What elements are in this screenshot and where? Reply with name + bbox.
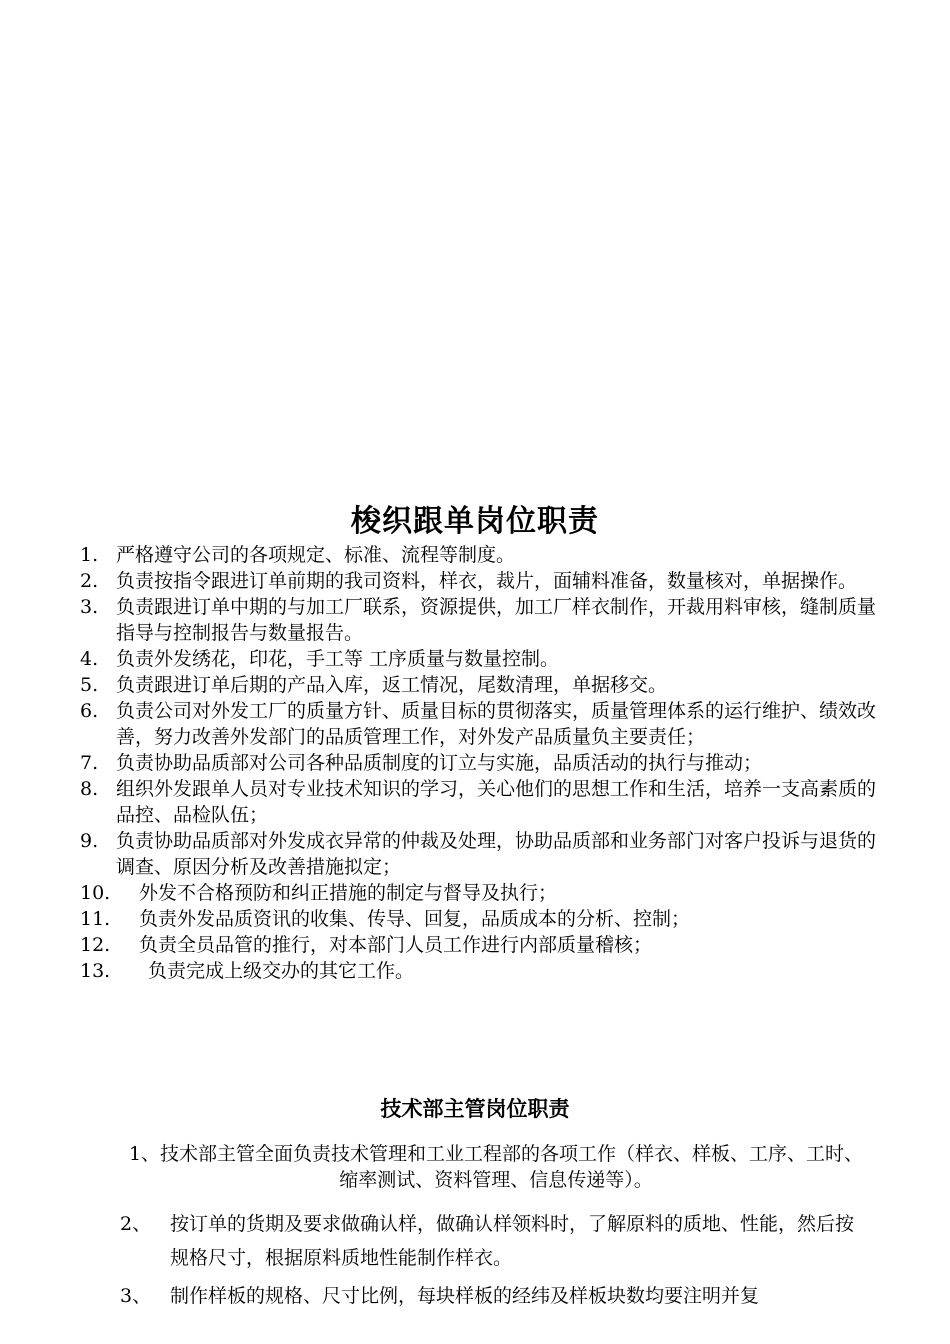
list-item xyxy=(80,594,890,646)
section-title-weaving-merchandiser: 梭织跟单岗位职责 xyxy=(351,504,599,539)
list-item xyxy=(80,568,890,594)
section-title-tech-supervisor: 技术部主管岗位职责 xyxy=(380,1096,570,1121)
item-text: 组织外发跟单人员对专业技术知识的学习，关心他们的思想工作和生活，培养一支高素质的品控、品检队伍； xyxy=(116,778,877,826)
item-text: 负责完成上级交办的其它工作。 xyxy=(148,960,415,982)
item-text: 按订单的货期及要求做确认样，做确认样领料时，了解原料的质地、性能，然后按规格尺寸，根据原料质地性能制作样衣。 xyxy=(170,1213,855,1269)
list-item xyxy=(80,906,890,932)
list-item xyxy=(80,776,890,828)
item-number: 13. xyxy=(80,960,111,982)
list-item xyxy=(120,1207,872,1275)
list-item xyxy=(80,932,890,958)
item-text: 负责跟进订单中期的与加工厂联系，资源提供，加工厂样衣制作，开裁用料审核，缝制质量指导与控制报告与数量报告。 xyxy=(116,596,877,644)
item-number: 9. xyxy=(80,830,99,852)
item-number: 2、 xyxy=(120,1213,152,1235)
item-text: 负责协助品质部对外发成衣异常的仲裁及处理，协助品质部和业务部门对客户投诉与退货的调查、原因分析及改善措施拟定； xyxy=(116,830,877,878)
item-text: 负责跟进订单后期的产品入库，返工情况，尾数清理，单据移交。 xyxy=(116,674,668,696)
item-number: 4. xyxy=(80,648,99,670)
item-text: 负责按指令跟进订单前期的我司资料，样衣，裁片，面辅料准备，数量核对，单据操作。 xyxy=(116,570,858,592)
item-number: 6. xyxy=(80,700,99,722)
tech-supervisor-duties-list xyxy=(120,1141,872,1313)
item-text: 严格遵守公司的各项规定、标准、流程等制度。 xyxy=(116,544,516,566)
weaving-duties-list xyxy=(80,542,890,984)
list-item xyxy=(80,828,890,880)
item-number: 5. xyxy=(80,674,99,696)
item-number: 3. xyxy=(80,596,99,618)
item-text: 外发不合格预防和纠正措施的制定与督导及执行； xyxy=(139,882,558,904)
item-number: 8. xyxy=(80,778,99,800)
list-item xyxy=(80,698,890,750)
item-text: 负责全员品管的推行，对本部门人员工作进行内部质量稽核； xyxy=(139,934,653,956)
item-number: 11. xyxy=(80,908,111,930)
item-text: 负责外发品质资讯的收集、传导、回复，品质成本的分析、控制； xyxy=(139,908,691,930)
list-item xyxy=(80,542,890,568)
item-number: 10. xyxy=(80,882,111,904)
item-text: 负责外发绣花，印花，手工等 工序质量与数量控制。 xyxy=(116,648,560,670)
item-number: 3、 xyxy=(120,1285,152,1307)
list-item xyxy=(80,750,890,776)
item-number: 1. xyxy=(80,544,99,566)
list-item xyxy=(80,646,890,672)
item-text: 负责协助品质部对公司各种品质制度的订立与实施，品质活动的执行与推动； xyxy=(116,752,763,774)
item-text: 1、技术部主管全面负责技术管理和工业工程部的各项工作（样衣、样板、工序、工时、缩率测试、资料管理、信息传递等）。 xyxy=(128,1143,864,1191)
list-item xyxy=(120,1279,872,1313)
list-item xyxy=(80,880,890,906)
item-text: 负责公司对外发工厂的质量方针、质量目标的贯彻落实，质量管理体系的运行维护、绩效改善，努力改善外发部门的品质管理工作，对外发产品质量负主要责任； xyxy=(116,700,877,748)
list-item xyxy=(80,672,890,698)
list-item xyxy=(120,1141,872,1207)
item-number: 12. xyxy=(80,934,111,956)
item-number: 7. xyxy=(80,752,99,774)
item-number: 2. xyxy=(80,570,99,592)
list-item xyxy=(80,958,890,984)
item-text: 制作样板的规格、尺寸比例，每块样板的经纬及样板块数均要注明并复 xyxy=(170,1285,760,1307)
